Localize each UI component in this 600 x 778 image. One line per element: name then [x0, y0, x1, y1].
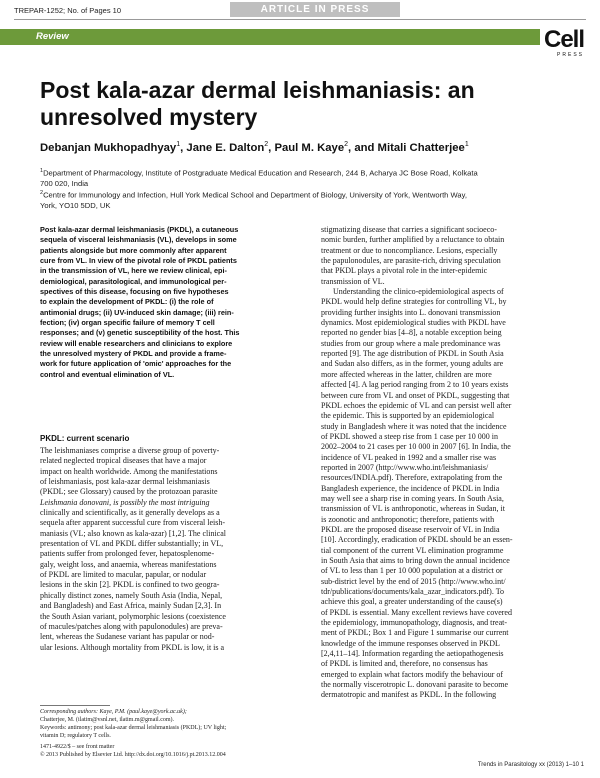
body-line: the papulonodules, are parasite-rich, driving speculation: [321, 256, 501, 266]
abstract-line: fection; (iv) organ specific failure of memory T cell: [40, 318, 215, 328]
body-line: between cure from VL and onset of PKDL, suggesting that: [321, 390, 510, 400]
body-line: resources/INDIA.pdf). Therefore, extrapolating from the: [321, 473, 503, 483]
body-line: in South Asia that aims to bring down the annual incidence: [321, 556, 510, 565]
body-line: Bangladesh experience, the incidence of PKDL in India: [321, 483, 500, 493]
author-affiliation-mark: 2: [264, 141, 269, 148]
affiliation-text: 700 020, India: [40, 179, 89, 189]
body-line: patients suffer from prolonged fever, hepatosplenome-: [40, 549, 215, 559]
body-line: phically distinct zones, namely South Asia (India, Nepal,: [40, 590, 223, 600]
body-line: may well see a sharp rise in coming years. In South Asia,: [321, 493, 504, 503]
footnote-line: © 2013 Published by Elsevier Ltd. http://dx.doi.org/10.1016/j.pt.2013.12.004: [40, 752, 226, 759]
body-line: of PKDL showed a steep rise from 1 case per 10 000 in: [321, 431, 498, 441]
body-line: achieve this goal, a greater understanding of the cause(s): [321, 597, 503, 607]
footnote-line: 1471-4922/$ – see front matter: [40, 744, 115, 751]
body-line: sequela after apparent successful cure from visceral leish-: [40, 518, 226, 528]
affiliation-mark: 1: [40, 168, 44, 174]
section-label: Review: [36, 31, 69, 42]
title-line: unresolved mystery: [40, 104, 258, 130]
affiliation-mark: 2: [40, 190, 44, 196]
body-line: transmission of VL is anthroponotic, whereas in Sudan, it: [321, 504, 505, 514]
body-line: impact on health worldwide. Among the manifestations: [40, 466, 218, 476]
body-line: nomic burden, further amplified by a reluctance to obtain: [321, 235, 505, 245]
article-reference: TREPAR-1252; No. of Pages 10: [14, 6, 121, 15]
footnote-line: Keywords: antimony; post kala-azar dermal leishmaniasis (PKDL); UV light;: [40, 725, 227, 732]
body-line: lesions in the skin [2]. PKDL is confined to two geogra-: [40, 580, 220, 590]
body-line: presentation of VL and PKDL differ substantially; in VL,: [40, 539, 224, 549]
body-line: ment of PKDL; Box 1 and Figure 1 summarise our current: [321, 628, 509, 638]
footnote-line: Chatterjee, M. (ilatim@vsnl.net, ilatim.m@gmail.com).: [40, 717, 175, 724]
affiliation-text: Centre for Immunology and Infection, Hull York Medical School and Department of Biology, University of York, Wentworth Way,: [43, 190, 467, 200]
author-separator: ,: [268, 141, 275, 154]
body-line: emerged to explain what factors modify the behaviour of: [321, 669, 504, 679]
abstract: [40, 225, 302, 380]
body-line: PKDL echoes the epidemic of VL and can persist well after: [321, 400, 512, 410]
body-line: tdr/publications/documents/kala_azar_indicators.pdf). To: [321, 587, 505, 597]
page-footer: Trends in Parasitology xx (2013) 1–10 1: [477, 762, 584, 768]
body-line: studies from our group where a male predominance was: [321, 338, 501, 348]
body-line: treatment or due to noncompliance. Lesions, especially: [321, 245, 498, 255]
body-line: stigmatizing disease that carries a significant socioeco-: [321, 225, 497, 234]
article-title: [40, 77, 560, 131]
body-line: and Sudan also differs, as in the former, young adults are: [321, 359, 504, 369]
body-line: the South Asian variant, polymorphic lesions (coexistence: [40, 611, 226, 621]
body-line: of VL to less than 1 per 10 000 population at a district or: [321, 566, 503, 576]
body-line: of PKDL is limited and, therefore, no consensus has: [321, 659, 488, 669]
abstract-line: control and eventual elimination of VL.: [40, 369, 175, 379]
body-line: Understanding the clinico-epidemiological aspects of: [333, 287, 504, 297]
body-line: maniasis (VL; also known as kala-azar) [1,2]. The clinical: [40, 528, 227, 538]
body-line: knowledge of the immune responses observed in PKDL: [321, 638, 500, 648]
body-line: incidence of VL peaked in 1992 and a smaller rise was: [321, 452, 497, 462]
abstract-line: work for future application of 'omic' approaches for the: [40, 359, 232, 369]
logo-sub-text: PRESS: [557, 52, 584, 58]
author-separator: ,: [180, 141, 187, 154]
section-bar: [0, 29, 540, 45]
abstract-line: demiological, parasitological, and immunological per-: [40, 276, 227, 286]
author-name: Debanjan Mukhopadhyay: [40, 141, 177, 154]
abstract-line: spectives of this disease, focusing on five hypotheses: [40, 287, 229, 297]
body-line: The leishmaniases comprise a diverse group of poverty-: [40, 446, 220, 455]
abstract-line: cure from VL. In view of the pivotal role of PKDL patients: [40, 256, 237, 266]
abstract-line: Post kala-azar dermal leishmaniasis (PKDL), a cutaneous: [40, 225, 239, 234]
footnote-rule: [40, 705, 110, 706]
abstract-line: to explain the development of PKDL: (i) the role of: [40, 297, 214, 307]
article-in-press-banner: ARTICLE IN PRESS: [230, 2, 400, 17]
affiliation-text: Department of Pharmacology, Institute of Postgraduate Medical Education and Research, 244 B, Acharya JC Bose Road, Kolkata: [43, 168, 478, 178]
abstract-line: review will enable researchers and clinicians to explore: [40, 338, 233, 348]
body-line: 2002–2004 to 21 cases per 10 000 in 2007 [6]. In India, the: [321, 442, 511, 452]
body-line: reported in 2007 (http://www.who.int/leishmaniasis/: [321, 462, 489, 472]
author-affiliation-mark: 1: [176, 141, 181, 148]
body-line: transmission of VL.: [321, 276, 385, 286]
abstract-line: patients alongside but more commonly after apparent: [40, 245, 227, 255]
author-name: Mitali Chatterjee: [377, 141, 465, 154]
right-body-text: [321, 225, 583, 701]
body-line: reported [9]. The age distribution of PKDL in South Asia: [321, 349, 504, 359]
body-line: PKDL would help define strategies for controlling VL, by: [321, 297, 507, 307]
body-line: galy, weight loss, and anaemia, whereas manifestations: [40, 559, 217, 569]
body-line: (PKDL; see Glossary) caused by the protozoan parasite: [40, 487, 218, 497]
author-name: Jane E. Dalton: [186, 141, 265, 154]
author-separator: , and: [348, 141, 378, 154]
header-rule: [14, 19, 586, 20]
body-line: dermatotropic and manifest as PKDL. In the following: [321, 690, 497, 700]
body-line: the epidemic. This is supported by an epidemiological: [321, 411, 495, 421]
author-list: [40, 141, 580, 154]
left-body-text: [40, 446, 302, 653]
body-line: of macules/patches along with papulonodules) are preva-: [40, 621, 223, 631]
footnote-line: Corresponding authors: Kaye, P.M. (paul.kaye@york.ac.uk);: [40, 709, 187, 715]
body-line: [10]. Accordingly, eradication of PKDL should be an essen-: [321, 535, 513, 545]
body-line: sub-district level by the end of 2015 (http://www.who.int/: [321, 576, 506, 586]
body-line: dynamics. Most epidemiological studies with PKDL have: [321, 318, 506, 328]
abstract-line: the unresolved mystery of PKDL and provide a frame-: [40, 349, 227, 359]
body-line: lent, whereas the Sudanese variant has papular or nod-: [40, 632, 215, 642]
body-line: Leishmania donovani, is possibly the most intriguing: [40, 497, 210, 507]
abstract-line: responses; and (v) genetic susceptibility of the host. This: [40, 328, 240, 338]
abstract-line: in the transmission of VL, here we review clinical, epi-: [40, 266, 227, 276]
cell-press-logo: [534, 28, 584, 64]
footnote-line: vitamin D; regulatory T cells.: [40, 733, 111, 740]
author-affiliation-mark: 2: [344, 141, 349, 148]
abstract-line: antimonial drugs; (ii) UV-induced skin damage; (iii) rein-: [40, 307, 234, 317]
body-line: more affected whereas in the latter, children are more: [321, 369, 492, 379]
author-affiliation-mark: 1: [464, 141, 469, 148]
body-line: related neglected tropical diseases that have a major: [40, 456, 207, 466]
body-line: affected [4]. A lag period ranging from 2 to 10 years exists: [321, 380, 509, 390]
abstract-line: sequela of visceral leishmaniasis (VL), develops in some: [40, 235, 237, 245]
body-line: reported no gender bias [4–8], a notable exception being: [321, 328, 502, 338]
body-line: of leishmaniasis, post kala-azar dermal leishmaniasis: [40, 477, 210, 487]
body-line: ular lesions. Although mortality from PKDL is low, it is a: [40, 642, 225, 652]
body-line: of PKDL are limited to macular, papular, or nodular: [40, 570, 207, 580]
affiliation-2: [40, 188, 585, 212]
body-line: that PKDL plays a pivotal role in the inter-epidemic: [321, 266, 488, 276]
logo-main-text: Cell: [543, 26, 584, 53]
body-line: tial component of the current VL elimination programme: [321, 545, 504, 555]
body-line: study in Bangladesh where it was noted that the incidence: [321, 421, 507, 431]
body-line: the normally viscerotropic L. donovani parasite to become: [321, 680, 509, 690]
body-line: of PKDL is essential. Many excellent reviews have covered: [321, 607, 512, 617]
title-line: Post kala-azar dermal leishmaniasis: an: [40, 77, 475, 103]
body-line: is zoonotic and anthroponotic; therefore, patients with: [321, 514, 495, 524]
affiliation-1: [40, 166, 585, 190]
affiliation-text: York, YO10 5DD, UK: [40, 201, 111, 211]
author-name: Paul M. Kaye: [274, 141, 345, 154]
section-heading: PKDL: current scenario: [40, 434, 130, 443]
footnotes: [40, 708, 302, 760]
body-line: PKDL are the proposed disease reservoir of VL in India: [321, 524, 500, 534]
body-line: the epidemiology, immunopathology, diagnosis, and treat-: [321, 618, 508, 628]
body-line: and Bangladesh) and East Africa, mainly Sudan [2,3]. In: [40, 601, 222, 611]
body-line: [2,4,11–14]. Information regarding the aetiopathogenesis: [321, 649, 504, 659]
body-line: providing further insights into L. donovani transmission: [321, 307, 501, 317]
body-line: clinically and scientifically, as it generally develops as a: [40, 508, 220, 518]
